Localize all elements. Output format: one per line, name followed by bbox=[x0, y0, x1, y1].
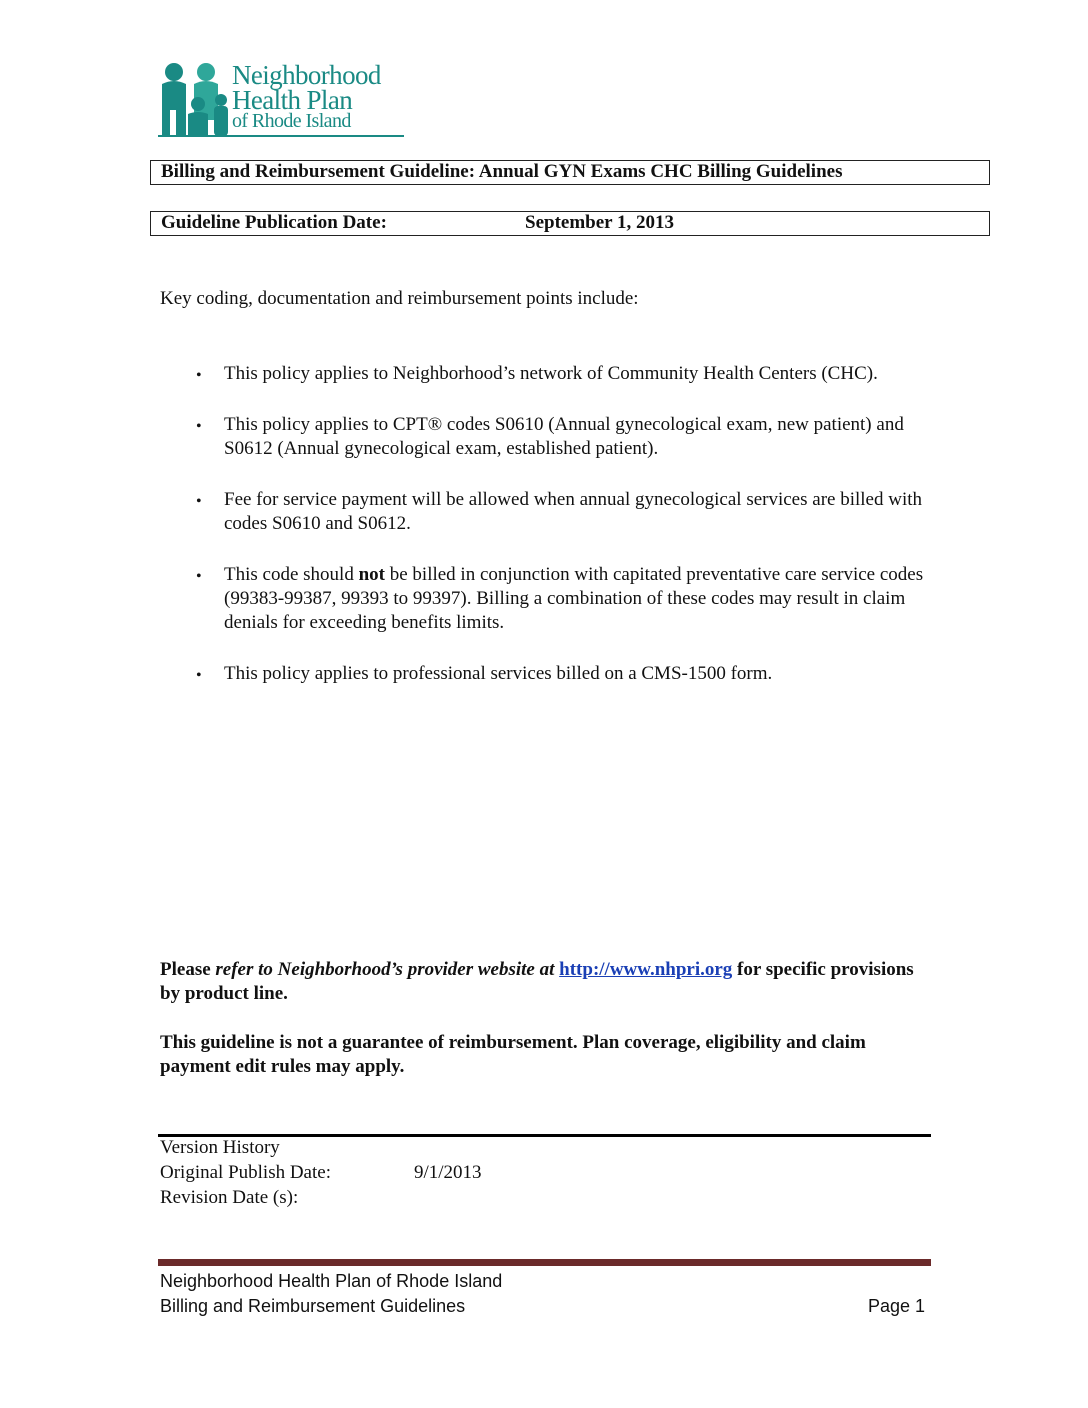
original-publish-date-label: Original Publish Date: bbox=[160, 1162, 331, 1183]
notice-text-start: Please bbox=[160, 959, 216, 980]
bullet-icon: • bbox=[196, 367, 202, 384]
revision-date-label: Revision Date (s): bbox=[160, 1187, 299, 1208]
list-item-text: This policy applies to CPT® codes S0610 (Annual gynecological exam, new patient) and S0612 (Annual gynecological exam, established patient). bbox=[224, 414, 904, 459]
list-item-text: Fee for service payment will be allowed when annual gynecological services are billed with codes S0610 and S0612. bbox=[224, 489, 922, 534]
list-item bbox=[190, 662, 950, 686]
logo-wordmark-line3: of Rhode Island bbox=[232, 110, 351, 132]
publication-date-box bbox=[150, 211, 990, 236]
footer-divider bbox=[158, 1259, 931, 1266]
list-item bbox=[190, 563, 950, 635]
logo-underline bbox=[158, 135, 404, 137]
list-item bbox=[190, 362, 950, 386]
page-number: Page 1 bbox=[868, 1296, 926, 1316]
guideline-title: Billing and Reimbursement Guideline: Annual GYN Exams CHC Billing Guidelines bbox=[161, 161, 843, 182]
original-publish-date-value: 9/1/2013 bbox=[414, 1162, 482, 1183]
key-points-list bbox=[190, 362, 950, 713]
publication-date-label: Guideline Publication Date: bbox=[161, 212, 387, 233]
family-figures-icon bbox=[158, 60, 232, 136]
publication-date-value: September 1, 2013 bbox=[525, 212, 674, 233]
list-item bbox=[190, 488, 950, 536]
notice-text-italic: refer to Neighborhood’s provider website at bbox=[215, 959, 555, 980]
list-item-text: This policy applies to professional services billed on a CMS-1500 form. bbox=[224, 663, 773, 684]
provider-website-notice bbox=[160, 958, 920, 1006]
version-history-title: Version History bbox=[160, 1137, 280, 1158]
reimbursement-disclaimer: This guideline is not a guarantee of reimbursement. Plan coverage, eligibility and claim payment edit rules may apply. bbox=[160, 1032, 866, 1077]
bullet-icon: • bbox=[196, 418, 202, 435]
list-item bbox=[190, 413, 950, 461]
neighborhood-logo bbox=[158, 60, 408, 140]
guideline-title-box bbox=[150, 160, 990, 185]
intro-text: Key coding, documentation and reimbursement points include: bbox=[160, 288, 639, 309]
list-item-text-post: be billed in conjunction with capitated preventative care service codes (99383-99387, 99393 to 99397). Billing a combination of these codes may result in claim denials for exceeding benefits limits. bbox=[224, 564, 924, 633]
nhpri-website-link[interactable]: http://www.nhpri.org bbox=[559, 959, 733, 980]
logo-wordmark-line2: Health Plan bbox=[232, 85, 353, 115]
list-item-text-pre: This code should bbox=[224, 564, 359, 585]
footer-organization: Neighborhood Health Plan of Rhode Island bbox=[160, 1271, 503, 1291]
logo-wordmark-line1: Neighborhood bbox=[232, 60, 381, 90]
footer-document-type: Billing and Reimbursement Guidelines bbox=[160, 1296, 466, 1316]
notice-text-end: for specific provisions by product line. bbox=[160, 959, 914, 1004]
bullet-icon: • bbox=[196, 493, 202, 510]
list-item-text-bold: not bbox=[358, 564, 385, 585]
list-item-text: This policy applies to Neighborhood’s network of Community Health Centers (CHC). bbox=[224, 363, 878, 384]
bullet-icon: • bbox=[196, 667, 202, 684]
bullet-icon: • bbox=[196, 568, 202, 585]
